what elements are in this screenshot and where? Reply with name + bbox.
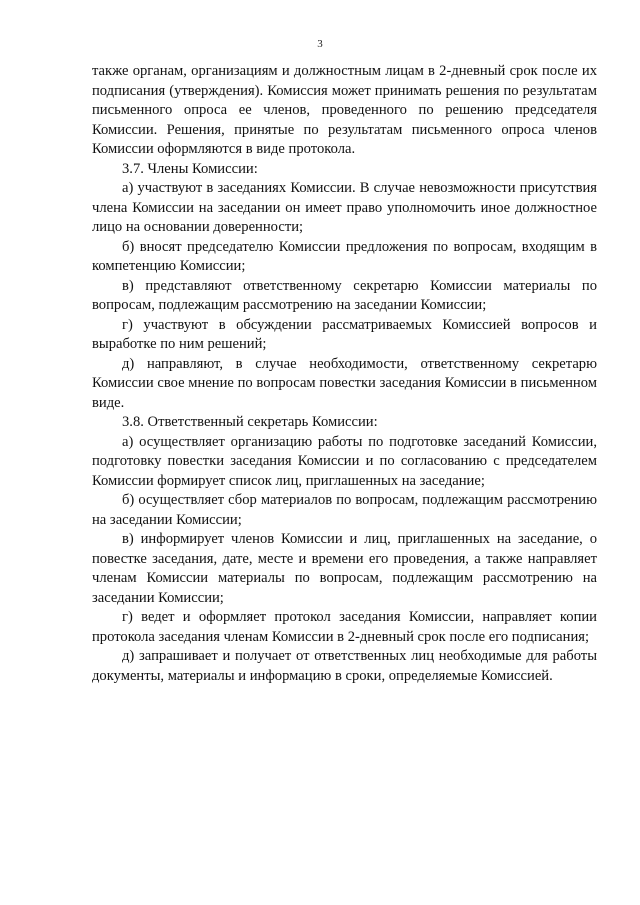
paragraph-3-8-g: г) ведет и оформляет протокол заседания Комиссии, направляет копии протокола заседания членам Комиссии в 2-дневный срок после его подписания; [92,609,597,645]
paragraph-3-7-b: б) вносят председателю Комиссии предложения по вопросам, входящим в компетенцию Комиссии; [92,238,597,274]
paragraph-3-8-v: в) информирует членов Комиссии и лиц, приглашенных на заседание, о повестке заседания, дате, месте и времени его проведения, а также направляет членам Комиссии материалы по вопросам, подлежащим рассмотрению на заседании Комиссии; [92,531,597,606]
document-body [92,62,597,686]
paragraph-3-7-v: в) представляют ответственному секретарю Комиссии материалы по вопросам, подлежащим рассмотрению на заседании Комиссии; [92,277,597,313]
section-heading-3-7: 3.7. Члены Комиссии: [122,160,258,177]
section-heading-3-8: 3.8. Ответственный секретарь Комиссии: [122,414,378,430]
page-number: 3 [317,38,323,50]
paragraph-3-8-b: б) осуществляет сбор материалов по вопросам, подлежащим рассмотрению на заседании Комиссии; [92,492,597,528]
paragraph-3-8-a: а) осуществляет организацию работы по подготовке заседаний Комиссии, подготовку повестки заседания Комиссии и по согласованию с председателем Комиссии формирует список лиц, приглашенных на заседание; [92,433,597,489]
paragraph-3-7-g: г) участвуют в обсуждении рассматриваемых Комиссией вопросов и выработке по ним решений; [92,316,597,352]
paragraph-3-7-d: д) направляют, в случае необходимости, ответственному секретарю Комиссии свое мнение по вопросам повестки заседания Комиссии в письменном виде. [92,355,597,411]
paragraph-continuation: также органам, организациям и должностным лицам в 2-дневный срок после их подписания (утверждения). Комиссия может принимать решения по результатам письменного опроса ее членов, проведенного по решению председателя Комиссии. Решения, принятые по результатам письменного опроса членов Комиссии оформляются в виде протокола. [92,63,597,157]
paragraph-3-7-a: а) участвуют в заседаниях Комиссии. В случае невозможности присутствия члена Комиссии на заседании он имеет право уполномочить иное должностное лицо на основании доверенности; [92,180,597,235]
paragraph-3-8-d: д) запрашивает и получает от ответственных лиц необходимые для работы документы, материалы и информацию в сроки, определяемые Комиссией. [92,648,597,684]
